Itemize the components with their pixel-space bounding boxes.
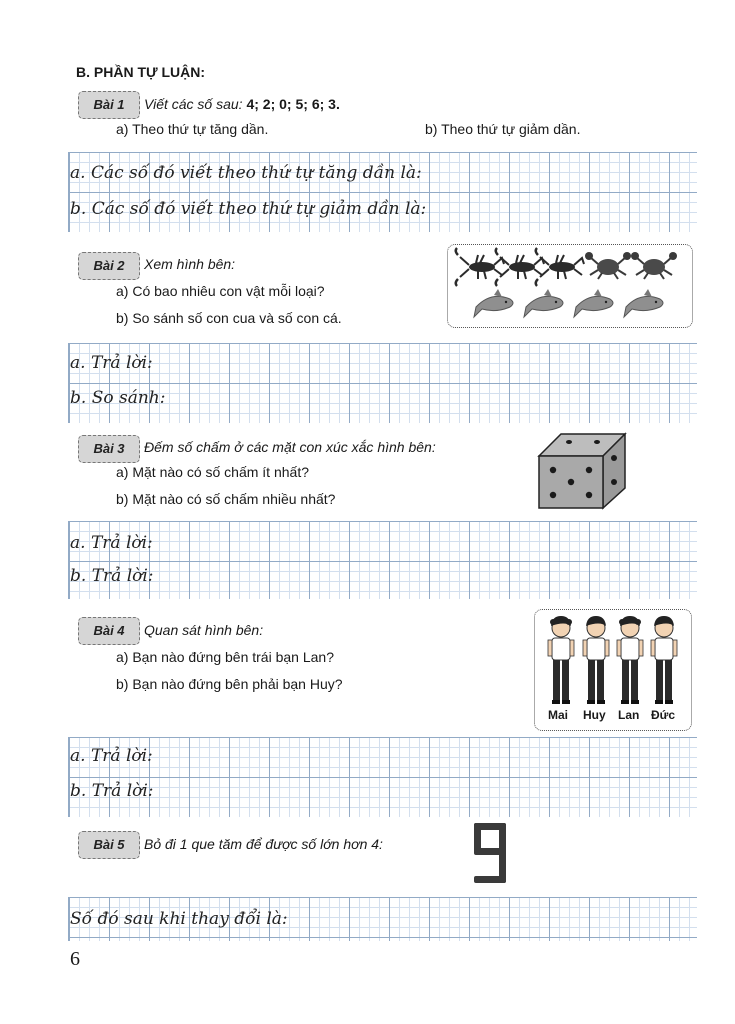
animals-picture: [447, 244, 693, 328]
exercise-4-part-a: a) Bạn nào đứng bên trái bạn Lan?: [116, 649, 334, 665]
kids-picture: [534, 609, 692, 731]
exercise-badge-1: Bài 1: [78, 91, 140, 119]
exercise-3-part-a: a) Mặt nào có số chấm ít nhất?: [116, 464, 309, 480]
answer-line-5: Số đó sau khi thay đổi là:: [70, 909, 288, 929]
kid-name-huy: Huy: [583, 708, 606, 722]
exercise-1-prompt-text: Viết các số sau:: [144, 96, 243, 112]
exercise-3-part-b: b) Mặt nào có số chấm nhiều nhất?: [116, 491, 336, 507]
answer-grid-2[interactable]: [68, 343, 697, 423]
answer-line-1a: a. Các số đó viết theo thứ tự tăng dần là:: [70, 163, 422, 183]
answer-grid-3[interactable]: [68, 521, 697, 599]
exercise-badge-2: Bài 2: [78, 252, 140, 280]
answer-line-4a: a. Trả lời:: [70, 746, 153, 766]
exercise-2-part-a: a) Có bao nhiêu con vật mỗi loại?: [116, 283, 325, 299]
kid-name-mai: Mai: [548, 708, 569, 722]
page-number: 6: [70, 948, 80, 970]
toothpick-digit-nine: [470, 821, 510, 885]
exercise-2-prompt: Xem hình bên:: [144, 256, 236, 272]
answer-line-2b: b. So sánh:: [70, 388, 166, 408]
exercise-4-part-b: b) Bạn nào đứng bên phải bạn Huy?: [116, 676, 343, 692]
kid-name-duc: Đức: [651, 708, 676, 722]
exercise-3-prompt: Đếm số chấm ở các mặt con xúc xắc hình bên:: [144, 439, 436, 455]
answer-grid-4[interactable]: [68, 737, 697, 817]
exercise-badge-3: Bài 3: [78, 435, 140, 463]
answer-line-2a: a. Trả lời:: [70, 353, 153, 373]
exercise-4-prompt: Quan sát hình bên:: [144, 622, 264, 638]
answer-line-3b: b. Trả lời:: [70, 566, 154, 586]
dice-illustration: [537, 432, 627, 510]
exercise-2-part-b: b) So sánh số con cua và số con cá.: [116, 310, 342, 326]
exercise-1-numbers: 4; 2; 0; 5; 6; 3.: [246, 96, 340, 112]
exercise-5-prompt: Bỏ đi 1 que tăm để được số lớn hơn 4:: [144, 836, 383, 852]
exercise-1-part-a: a) Theo thứ tự tăng dần.: [116, 121, 269, 137]
exercise-1-part-b: b) Theo thứ tự giảm dần.: [425, 121, 581, 137]
exercise-1-prompt: [144, 96, 340, 112]
kid-name-lan: Lan: [618, 708, 640, 722]
animals-illustration: [448, 245, 692, 327]
answer-line-4b: b. Trả lời:: [70, 781, 154, 801]
exercise-badge-4: Bài 4: [78, 617, 140, 645]
section-title: B. PHẦN TỰ LUẬN:: [76, 64, 206, 80]
exercise-badge-5: Bài 5: [78, 831, 140, 859]
answer-line-3a: a. Trả lời:: [70, 533, 153, 553]
kids-illustration: [535, 610, 691, 710]
answer-line-1b: b. Các số đó viết theo thứ tự giảm dần là:: [70, 199, 427, 219]
